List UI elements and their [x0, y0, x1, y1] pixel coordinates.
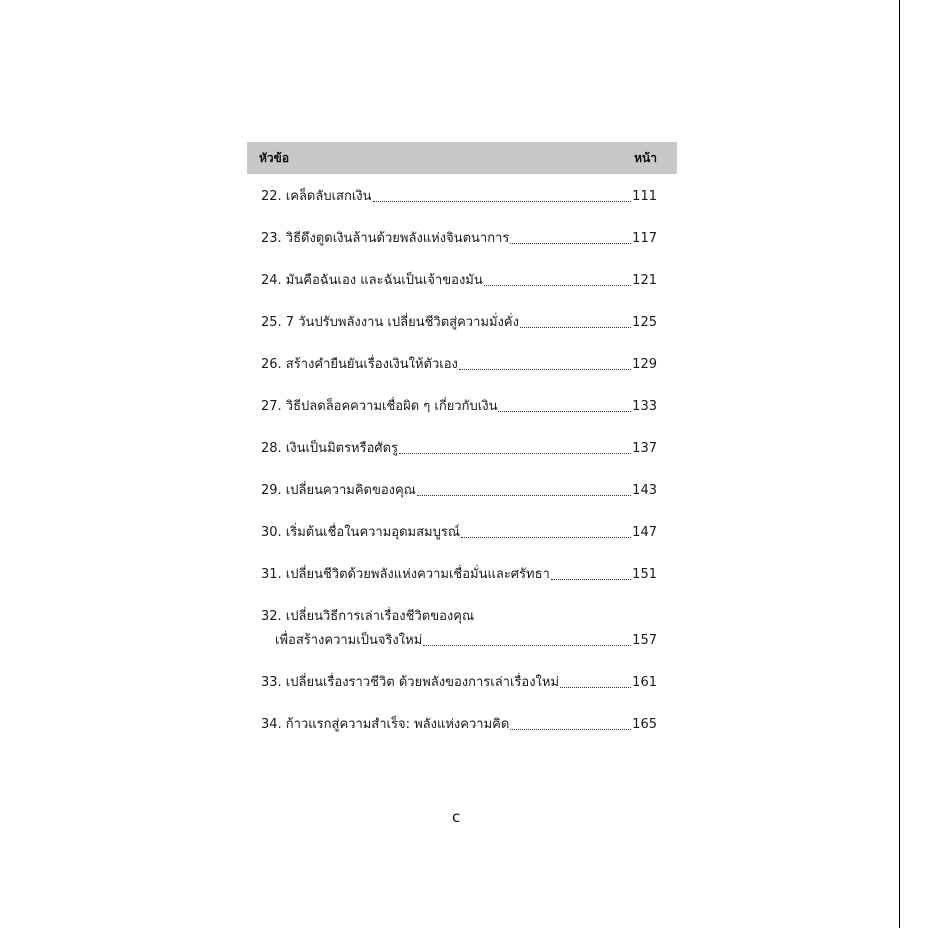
topic-column-label: หัวข้อ [259, 150, 290, 165]
toc-entry [247, 608, 657, 650]
dot-leader [461, 537, 631, 538]
toc-entry-row [247, 188, 657, 206]
dot-leader [510, 243, 631, 244]
toc-entry-title: 22. เคล็ดลับเสกเงิน [261, 189, 372, 204]
toc-entry-row [247, 398, 657, 416]
toc-entry [247, 398, 657, 416]
toc-entry-title: 33. เปลี่ยนเรื่องราวชีวิต ด้วยพลังของการเล่าเรื่องใหม่ [261, 675, 560, 690]
toc-entry-title: 32. เปลี่ยนวิธีการเล่าเรื่องชีวิตของคุณ [261, 609, 475, 624]
page-edge-rule [899, 0, 900, 928]
toc-entry-title: 29. เปลี่ยนความคิดของคุณ [261, 483, 416, 498]
toc-entry-title: 27. วิธีปลดล็อคความเชื่อผิด ๆ เกี่ยวกับเงิน [261, 399, 498, 414]
toc-entry-page: 147 [632, 525, 657, 540]
toc-entry-title: 24. มันคือฉันเอง และฉันเป็นเจ้าของมัน [261, 273, 483, 288]
page-number: c [452, 808, 461, 826]
dot-leader [510, 729, 631, 730]
dot-leader [373, 201, 632, 202]
toc-entry [247, 314, 657, 332]
toc-entry-page: 111 [632, 189, 657, 204]
dot-leader [520, 327, 631, 328]
toc-entry-row [247, 272, 657, 290]
toc-entry-row [247, 716, 657, 734]
toc-entry [247, 440, 657, 458]
toc-entry [247, 566, 657, 584]
toc-entry [247, 524, 657, 542]
toc-entry-page: 157 [632, 633, 657, 648]
toc-entry-row [247, 356, 657, 374]
toc-entry [247, 356, 657, 374]
toc-entry-row [247, 482, 657, 500]
dot-leader [417, 495, 631, 496]
toc-entry [247, 674, 657, 692]
toc-entry-page: 133 [632, 399, 657, 414]
dot-leader [560, 687, 631, 688]
toc-header [247, 142, 677, 174]
toc-entry-title: 28. เงินเป็นมิตรหรือศัตรู [261, 441, 399, 456]
toc-entry-page: 161 [632, 675, 657, 690]
toc-entry-page: 143 [632, 483, 657, 498]
toc-entry-page: 165 [632, 717, 657, 732]
toc-entry-row [247, 524, 657, 542]
table-of-contents [247, 142, 677, 758]
toc-entry-page: 121 [632, 273, 657, 288]
toc-entry-title: 31. เปลี่ยนชีวิตด้วยพลังแห่งความเชื่อมั่นและศรัทธา [261, 567, 550, 582]
toc-entry-row [247, 674, 657, 692]
toc-entry-page: 137 [632, 441, 657, 456]
toc-entry-row [247, 440, 657, 458]
toc-entry-title-continued: เพื่อสร้างความเป็นจริงใหม่ [275, 633, 423, 648]
toc-entry-row [247, 632, 657, 650]
toc-entry-title: 26. สร้างคำยืนยันเรื่องเงินให้ตัวเอง [261, 357, 458, 372]
dot-leader [498, 411, 631, 412]
dot-leader [423, 645, 631, 646]
dot-leader [551, 579, 631, 580]
toc-entry-title: 30. เริ่มต้นเชื่อในความอุดมสมบูรณ์ [261, 525, 460, 540]
toc-entry-page: 129 [632, 357, 657, 372]
toc-entry-title: 23. วิธีดึงดูดเงินล้านด้วยพลังแห่งจินตนาการ [261, 231, 510, 246]
dot-leader [484, 285, 631, 286]
toc-list [247, 188, 657, 734]
toc-entry-page: 125 [632, 315, 657, 330]
toc-entry-title-line [247, 608, 657, 626]
toc-entry [247, 272, 657, 290]
toc-entry [247, 482, 657, 500]
toc-entry [247, 230, 657, 248]
toc-entry-title: 25. 7 วันปรับพลังงาน เปลี่ยนชีวิตสู่ความมั่งคั่ง [261, 315, 519, 330]
toc-entry-row [247, 314, 657, 332]
toc-entry-page: 151 [632, 567, 657, 582]
dot-leader [399, 453, 631, 454]
dot-leader [459, 369, 631, 370]
toc-entry-row [247, 230, 657, 248]
toc-entry-title: 34. ก้าวแรกสู่ความสำเร็จ: พลังแห่งความคิด [261, 717, 510, 732]
toc-entry [247, 716, 657, 734]
toc-entry-row [247, 566, 657, 584]
toc-entry [247, 188, 657, 206]
toc-entry-page: 117 [632, 231, 657, 246]
page-column-label: หน้า [634, 150, 657, 165]
